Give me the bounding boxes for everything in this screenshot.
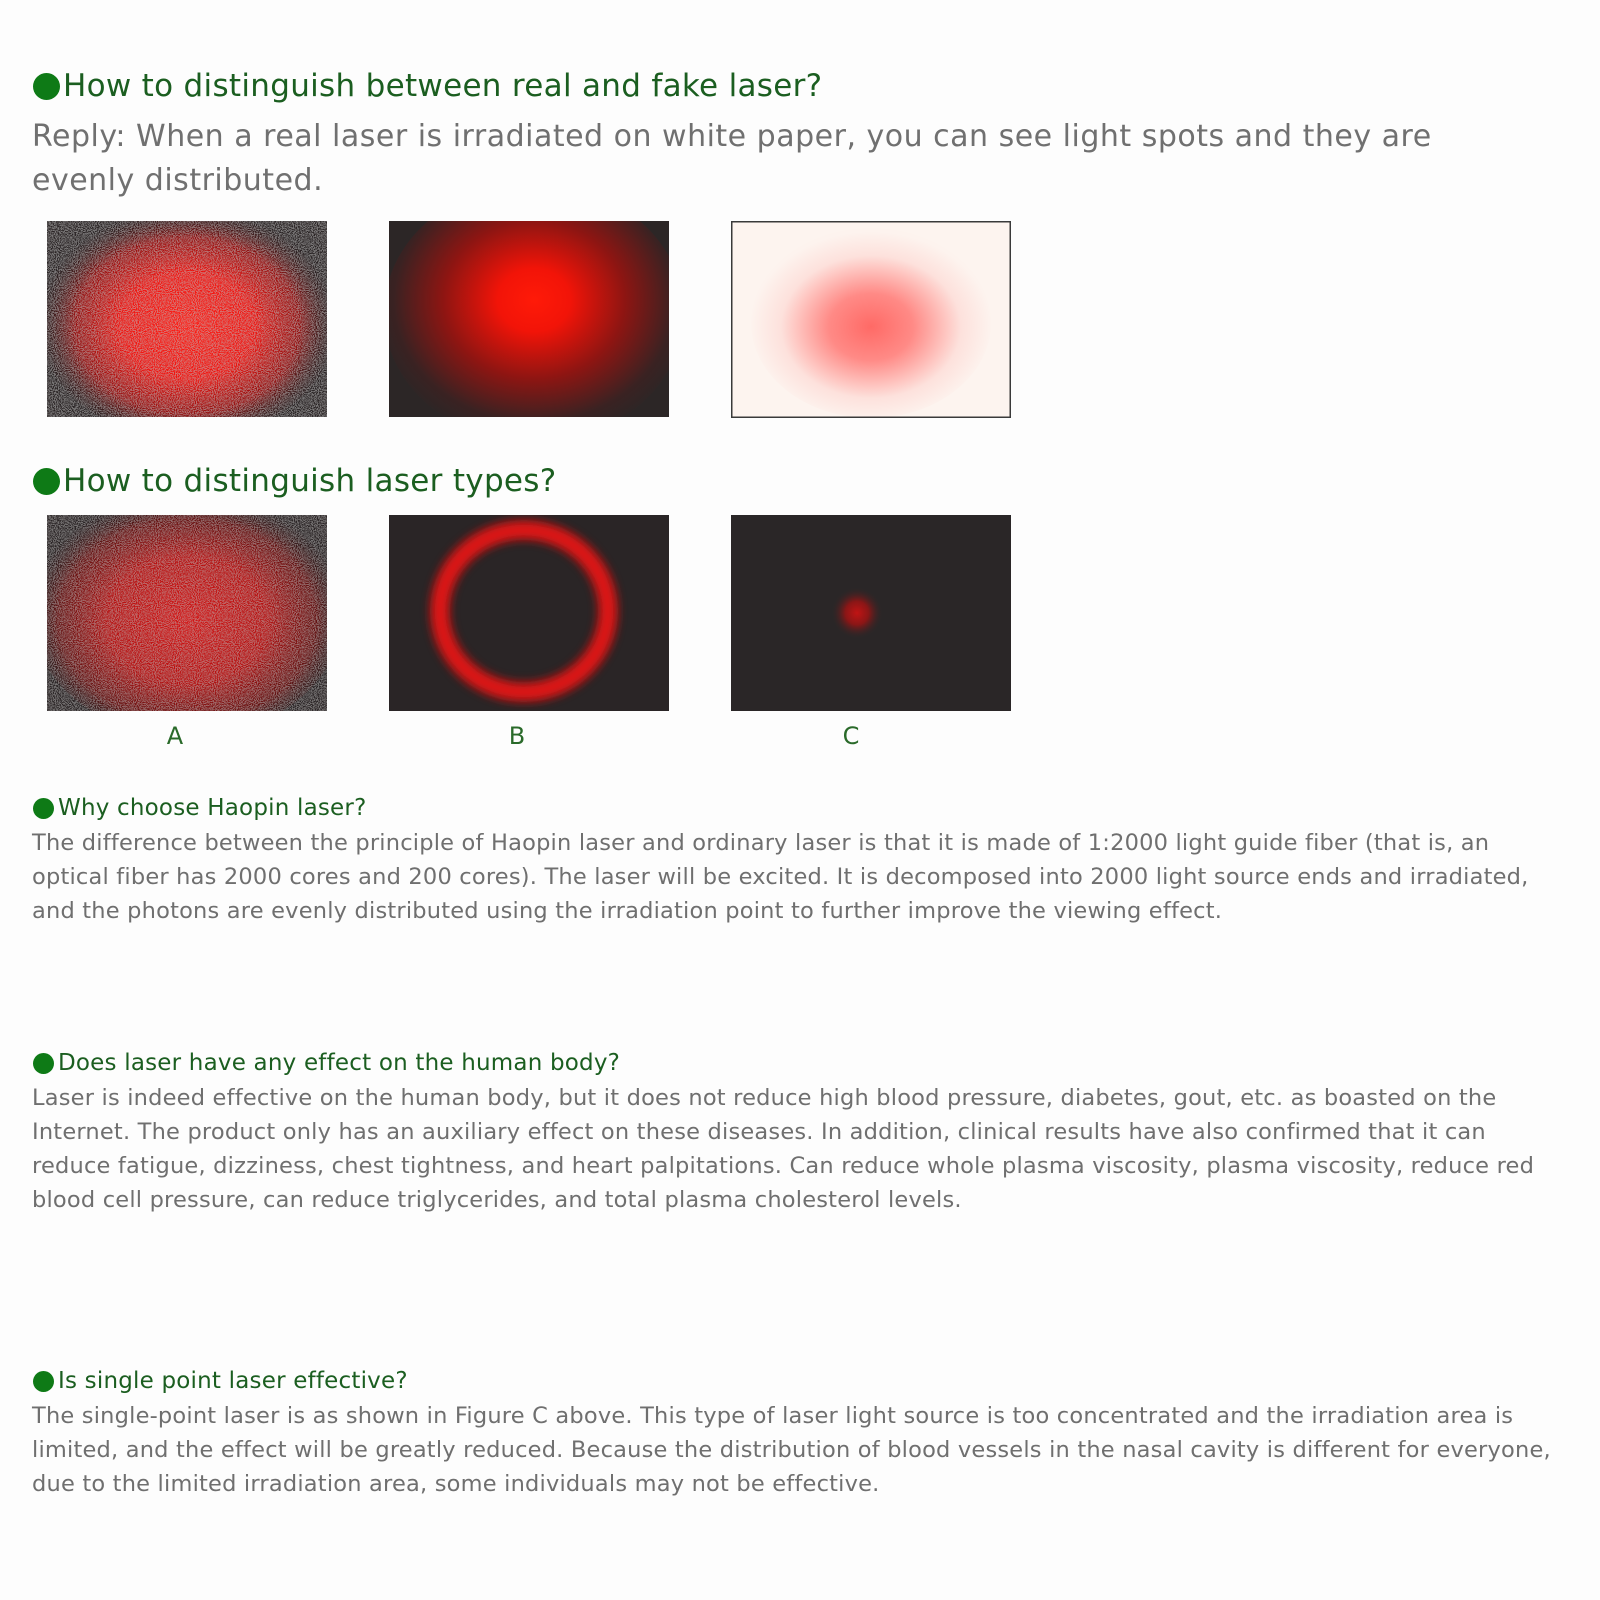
section-title-text: How to distinguish between real and fake laser? [63,68,823,104]
bullet-icon [33,73,60,100]
laser-type-a-image [47,515,327,711]
figure-label-c: C [842,722,860,750]
bullet-icon [33,1053,54,1074]
laser-type-c-image [731,515,1011,711]
section-title-text: Does laser have any effect on the human body? [58,1050,621,1076]
section-title-text: Is single point laser effective? [58,1368,408,1394]
bullet-icon [33,468,60,495]
bullet-icon [33,1371,54,1392]
laser-type-b-image [389,515,669,711]
section-body-human-body: Laser is indeed effective on the human body, but it does not reduce high blood pressure, diabetes, gout, etc. as boasted on the Internet. The product only has an auxiliary effect on these diseases. In addition, clinical results have also confirmed that it can reduce fatigue, dizziness, chest tightness, and heart palpitations. Can reduce whole plasma viscosity, plasma viscosity, reduce red blood cell pressure, can reduce triglycerides, and total plasma cholesterol levels. [32,1085,1535,1213]
laser-image-speckle [47,221,327,417]
section-body-single-point: The single-point laser is as shown in Figure C above. This type of laser light source is too concentrated and the irradiation area is limited, and the effect will be greatly reduced. Because the distribution of blood vessels in the nasal cavity is different for everyone, due to the limited irradiation area, some individuals may not be effective. [32,1403,1551,1497]
section-title-laser-types [33,463,557,499]
laser-image-pale-spot [731,221,1011,418]
section-title-single-point [33,1368,408,1394]
figure-label-a: A [166,722,184,750]
section-title-text: Why choose Haopin laser? [58,795,367,821]
reply-text: Reply: When a real laser is irradiated on white paper, you can see light spots and they are evenly distributed. [32,119,1432,198]
figure-label-b: B [508,722,526,750]
bullet-icon [33,798,54,819]
section-body-why-haopin: The difference between the principle of Haopin laser and ordinary laser is that it is made of 1:2000 light guide fiber (that is, an optical fiber has 2000 cores and 200 cores). The laser will be excited. It is decomposed into 2000 light source ends and irradiated, and the photons are evenly distributed using the irradiation point to further improve the viewing effect. [32,830,1529,924]
laser-image-smooth-spot [389,221,669,417]
section-title-human-body [33,1050,620,1076]
section-title-why-haopin [33,795,366,821]
section-title-real-fake [33,68,822,104]
section-title-text: How to distinguish laser types? [63,463,557,499]
